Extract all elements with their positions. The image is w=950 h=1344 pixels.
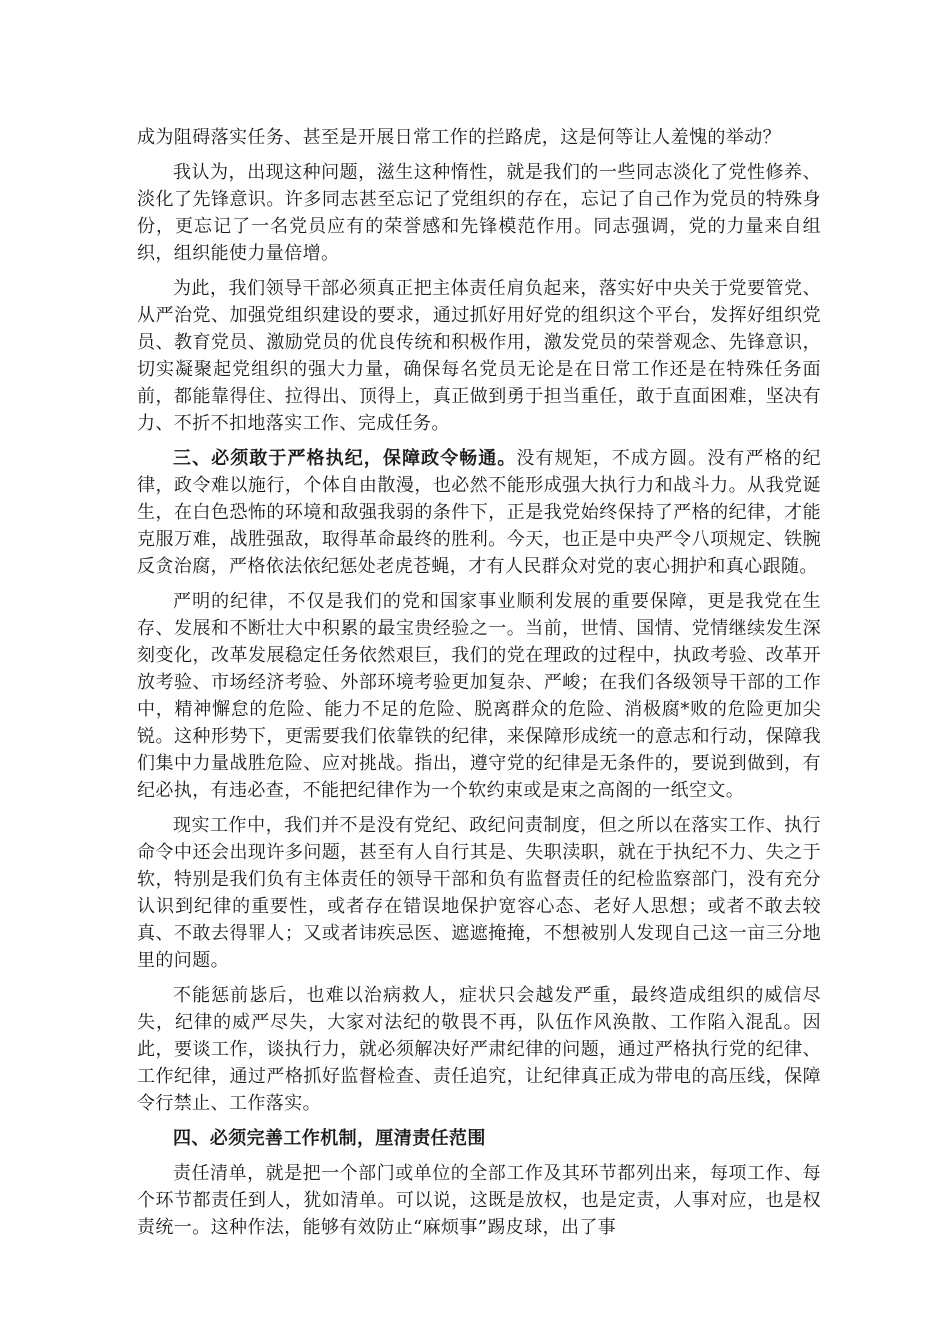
paragraph-continuation: 成为阻碍落实任务、甚至是开展日常工作的拦路虎，这是何等让人羞愧的举动？ (137, 127, 781, 148)
section-three-paragraph (137, 445, 821, 580)
paragraph: 现实工作中，我们并不是没有党纪、政纪问责制度，但之所以在落实工作、执行命令中还会出现许多问题，甚至有人自行其是、失职渎职，就在于执纪不力、失之于软，特别是我们负有主体责任的领导干部和负有监督责任的纪检监察部门，没有充分认识到纪律的重要性，或者存在错误地保护宽容心态、老好人思想；或者不敢去较真、不敢去得罪人；又或者讳疾忌医、遮遮掩掩，不想被别人发现自己这一亩三分地里的问题。 (137, 815, 821, 971)
section-three-text: 没有规矩，不成方圆。没有严格的纪律，政令难以施行，个体自由散漫，也必然不能形成强大执行力和战斗力。从我党诞生，在白色恐怖的环境和敌强我弱的条件下，正是我党始终保持了严格的纪律，才能克服万难，战胜强敌，取得革命最终的胜利。今天，也正是中央严令八项规定、铁腕反贪治腐，严格依法依纪惩处老虎苍蝇，才有人民群众对党的衷心拥护和真心跟随。 (137, 448, 821, 577)
paragraph: 严明的纪律，不仅是我们的党和国家事业顺利发展的重要保障，更是我党在生存、发展和不断壮大中积累的最宝贵经验之一。当前，世情、国情、党情继续发生深刻变化，改革发展稳定任务依然艰巨，我们的党在理政的过程中，执政考验、改革开放考验、市场经济考验、外部环境考验更加复杂、严峻；在我们各级领导干部的工作中，精神懈怠的危险、能力不足的危险、脱离群众的危险、消极腐*败的危险更加尖锐。这种形势下，更需要我们依靠铁的纪律，来保障形成统一的意志和行动，保障我们集中力量战胜危险、应对挑战。指出，遵守党的纪律是无条件的，要说到做到，有纪必执，有违必查，不能把纪律作为一个软约束或是束之高阁的一纸空文。 (137, 591, 821, 801)
section-four-heading: 四、必须完善工作机制，厘清责任范围 (173, 1128, 486, 1149)
paragraph: 不能惩前毖后，也难以治病救人，症状只会越发严重，最终造成组织的威信尽失，纪律的威严尽失，大家对法纪的敬畏不再，队伍作风涣散、工作陷入混乱。因此，要谈工作，谈执行力，就必须解决好严肃纪律的问题，通过严格执行党的纪律、工作纪律，通过严格抓好监督检查、责任追究，让纪律真正成为带电的高压线，保障令行禁止、工作落实。 (137, 985, 821, 1114)
document-body (137, 124, 821, 1249)
paragraph: 责任清单，就是把一个部门或单位的全部工作及其环节都列出来，每项工作、每个环节都责任到人，犹如清单。可以说，这既是放权，也是定责，人事对应，也是权责统一。这种作法，能够有效防止“麻烦事”踢皮球，出了事 (137, 1163, 821, 1238)
paragraph: 我认为，出现这种问题，滋生这种惰性，就是我们的一些同志淡化了党性修养、淡化了先锋意识。许多同志甚至忘记了党组织的存在，忘记了自己作为党员的特殊身份，更忘记了一名党员应有的荣誉感和先锋模范作用。同志强调，党的力量来自组织，组织能使力量倍增。 (137, 162, 821, 264)
section-three-lead: 三、必须敢于严格执纪，保障政令畅通。 (173, 448, 517, 469)
paragraph: 为此，我们领导干部必须真正把主体责任肩负起来，落实好中央关于党要管党、从严治党、加强党组织建设的要求，通过抓好用好党的组织这个平台，发挥好组织党员、教育党员、激励党员的优良传统和积极作用，激发党员的荣誉观念、先锋意识，切实凝聚起党组织的强大力量，确保每名党员无论是在日常工作还是在特殊任务面前，都能靠得住、拉得出、顶得上，真正做到勇于担当重任，敢于直面困难，坚决有力、不折不扣地落实工作、完成任务。 (137, 278, 821, 434)
